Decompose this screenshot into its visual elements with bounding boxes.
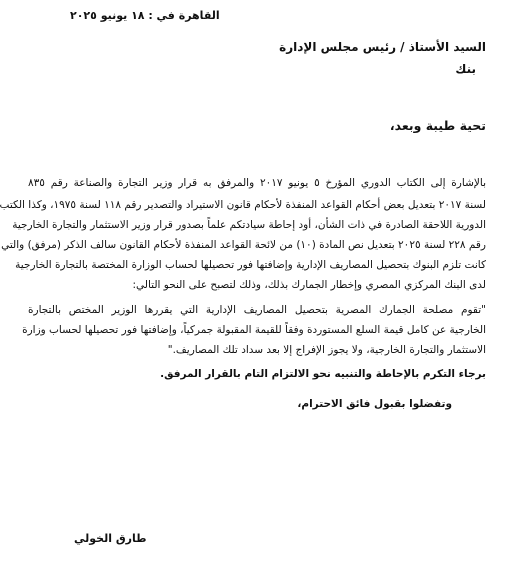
quote-line: "تقوم مصلحة الجمارك المصرية بتحصيل المصاريف الإدارية التي يقررها الوزير المختص بالتجارة bbox=[28, 304, 486, 316]
quote-line: الاستثمار والتجارة الخارجية، ولا يجوز الإفراج إلا بعد سداد تلك المصاريف." bbox=[167, 344, 486, 356]
recipient-bank: بنك bbox=[455, 62, 476, 76]
signature: طارق الخولي bbox=[74, 532, 147, 545]
quote-line: الخارجية عن كامل قيمة السلع المستوردة وفقاً للقيمة المقبولة جمركياً، وإضافتها فور تحصيلها لحساب وزارة bbox=[22, 324, 486, 336]
greeting: تحية طيبة وبعد، bbox=[389, 118, 486, 133]
date-line: القاهرة في : ١٨ يونيو ٢٠٢٥ bbox=[70, 9, 220, 22]
body-line: رقم ٢٢٨ لسنة ٢٠٢٥ بتعديل نص المادة (١٠) من لائحة القواعد المنفذة لأحكام القانون سالف الذكر (مرفق) والتي bbox=[1, 239, 486, 251]
body-line: الدورية اللاحقة الصادرة في ذات الشأن، أود إحاطة سيادتكم علماً بصدور قرار وزير الاستثمار والتجارة الخارجية bbox=[12, 219, 486, 231]
request-line: برجاء التكرم بالإحاطة والتنبيه نحو الالتزام التام بالقرار المرفق. bbox=[160, 368, 486, 380]
recipient-title: السيد الأستاذ / رئيس مجلس الإدارة bbox=[279, 40, 486, 54]
body-line: لدى البنك المركزي المصري وإخطار الجمارك بذلك، وذلك لتصبح على النحو التالي: bbox=[132, 279, 486, 291]
body-line: كانت تلزم البنوك بتحصيل المصاريف الإدارية وإضافتها فور تحصيلها لحساب الوزارة المختصة بالتجارة الخارجية bbox=[15, 259, 486, 271]
body-line: بالإشارة إلى الكتاب الدوري المؤرخ ٥ يونيو ٢٠١٧ والمرفق به قرار وزير التجارة والصناعة رقم ٨٣٥ bbox=[28, 177, 486, 189]
closing-line: وتفضلوا بقبول فائق الاحترام، bbox=[297, 398, 452, 410]
body-line: لسنة ٢٠١٧ بتعديل بعض أحكام القواعد المنفذة لأحكام قانون الاستيراد والتصدير رقم ١١٨ لسنة ١٩٧٥، وكذا الكتب bbox=[0, 199, 486, 211]
